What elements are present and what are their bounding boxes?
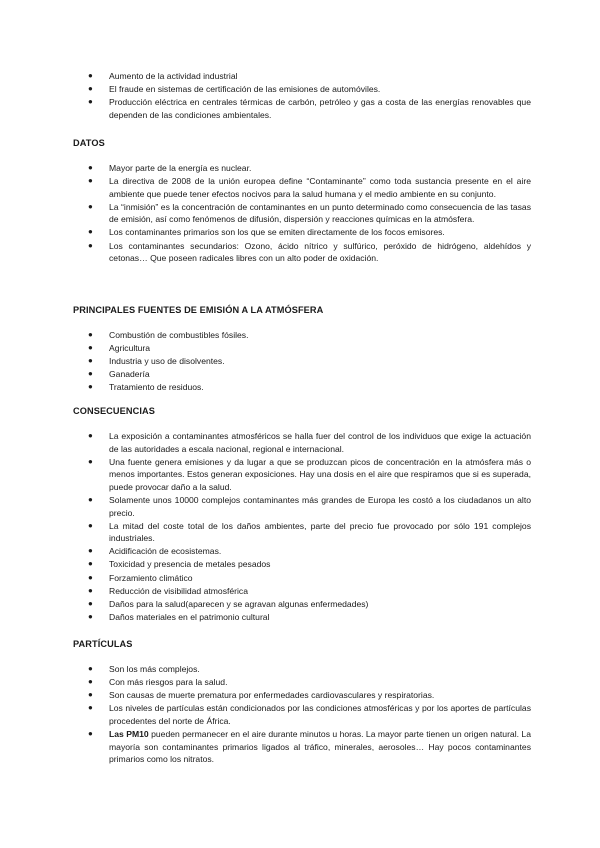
bullet-icon: ● [88, 240, 93, 250]
bullet-icon: ● [88, 520, 93, 530]
bullet-icon: ● [88, 611, 93, 621]
list-item: ● Industria y uso de disolventes. [88, 356, 225, 367]
list-item: ● Solamente unos 10000 complejos contaminantes más grandes de Europa les costó a los ciudadanos un alto precio. [88, 494, 531, 518]
list-item: ● Reducción de visibilidad atmosférica [88, 585, 249, 596]
list-item [73, 728, 531, 766]
bullet-icon: ● [88, 71, 93, 80]
bullet-icon: ● [88, 494, 93, 504]
pm10-text: pueden permanecer en el aire durante minutos u horas. La mayor parte tienen un origen natural. La mayoría son contaminantes primarios ligados al tráfico, minerales, aerosoles… Hay pocos contaminantes primarios como los nitratos. [109, 728, 531, 765]
bullet-icon: ● [88, 598, 93, 608]
list-item: ● Forzamiento climático [88, 572, 193, 583]
list-item: ● La “inmisión” es la concentración de contaminantes en un punto determinado como consecuencia de las tasas de emisión, así como fenómenos de difusión, dispersión y reacciones químicas en la atmósfera. [88, 201, 531, 225]
bullet-icon: ● [88, 690, 93, 700]
list-item: ● Producción eléctrica en centrales térmicas de carbón, petróleo y gas a costa de las energías renovables que dependen de las condiciones ambientales. [88, 97, 531, 120]
list-item: ● Aumento de la actividad industrial [88, 71, 238, 81]
section-heading: DATOS [73, 138, 105, 148]
bullet-icon: ● [88, 356, 93, 366]
bullet-icon: ● [88, 369, 93, 379]
list-item: ● La exposición a contaminantes atmosféricos se halla fuer del control de los individuos que exige la actuación de las autoridades a escala nacional, regional e internacional. [88, 431, 531, 454]
bullet-icon: ● [88, 84, 93, 94]
bullet-icon: ● [88, 572, 93, 582]
list-item: ● Toxicidad y presencia de metales pesados [88, 559, 271, 570]
list-item: ● Mayor parte de la energía es nuclear. [88, 163, 252, 173]
list-item: ● Tratamiento de residuos. [88, 382, 204, 393]
bullet-icon: ● [88, 728, 93, 738]
bullet-icon: ● [88, 330, 93, 339]
list-item: ● Son causas de muerte prematura por enfermedades cardiovasculares y respiratorias. [88, 690, 435, 701]
bullet-icon: ● [88, 431, 93, 440]
section-fuentes [73, 304, 531, 394]
section-heading: CONSECUENCIAS [73, 406, 155, 416]
list-item: ● Daños materiales en el patrimonio cultural [88, 611, 270, 622]
bullet-icon: ● [88, 382, 93, 392]
bullet-icon: ● [88, 163, 93, 172]
bullet-icon: ● [88, 201, 93, 211]
bullet-icon: ● [88, 585, 93, 595]
list-item: ● Con más riesgos para la salud. [88, 677, 228, 688]
pm10-label: Las PM10 [109, 728, 149, 739]
list-item: ● Son los más complejos. [88, 664, 200, 674]
bullet-icon: ● [88, 703, 93, 713]
list-item: ● Ganadería [88, 369, 150, 380]
list-item: ● Los contaminantes secundarios: Ozono, ácido nítrico y sulfúrico, peróxido de hidrógeno, aldehídos y cetonas… Que poseen radicales libres con un alto poder de oxidación. [88, 240, 531, 264]
section-particulas [73, 638, 531, 766]
bullet-icon: ● [88, 559, 93, 569]
bullet-icon: ● [88, 664, 93, 673]
bullet-icon: ● [88, 97, 93, 107]
bullet-icon: ● [88, 227, 93, 237]
list-item: ● Una fuente genera emisiones y da lugar a que se produzcan picos de concentración en la atmósfera más o menos importantes. Estos generan exposiciones. Hay una dosis en el aire que respiramos que si es superada, puede provocar daño a la salud. [88, 456, 531, 492]
bullet-icon: ● [88, 677, 93, 687]
section-datos [73, 137, 531, 265]
list-item: ● La directiva de 2008 de la unión europea define “Contaminante” como toda sustancia presente en el aire ambiente que puede tener efectos nocivos para la salud humana y el medio ambiente en su conjunto. [88, 176, 531, 199]
section-consecuencias [73, 405, 531, 624]
list-item: ● Combustión de combustibles fósiles. [88, 330, 249, 340]
list-item: ● La mitad del coste total de los daños ambientes, parte del precio fue provocado por sólo 191 complejos industriales. [88, 520, 531, 544]
list-item: ● Agricultura [88, 343, 151, 354]
list-item: ● Los contaminantes primarios son los que se emiten directamente de los focos emisores. [88, 227, 445, 238]
list-item: ● El fraude en sistemas de certificación de las emisiones de automóviles. [88, 84, 381, 95]
bullet-icon: ● [88, 546, 93, 556]
list-item: ● Acidificación de ecosistemas. [88, 546, 222, 557]
bullet-icon: ● [88, 456, 93, 466]
bullet-icon: ● [88, 176, 93, 186]
bullet-icon: ● [88, 343, 93, 353]
intro-list [73, 70, 531, 122]
list-item: ● Daños para la salud(aparecen y se agravan algunas enfermedades) [88, 598, 369, 609]
section-heading: PRINCIPALES FUENTES DE EMISIÓN A LA ATMÓSFERA [73, 305, 324, 315]
list-item: ● Los niveles de partículas están condicionados por las condiciones atmosféricas y por los aportes de partículas procedentes del norte de África. [88, 703, 531, 726]
section-heading: PARTÍCULAS [73, 639, 133, 649]
